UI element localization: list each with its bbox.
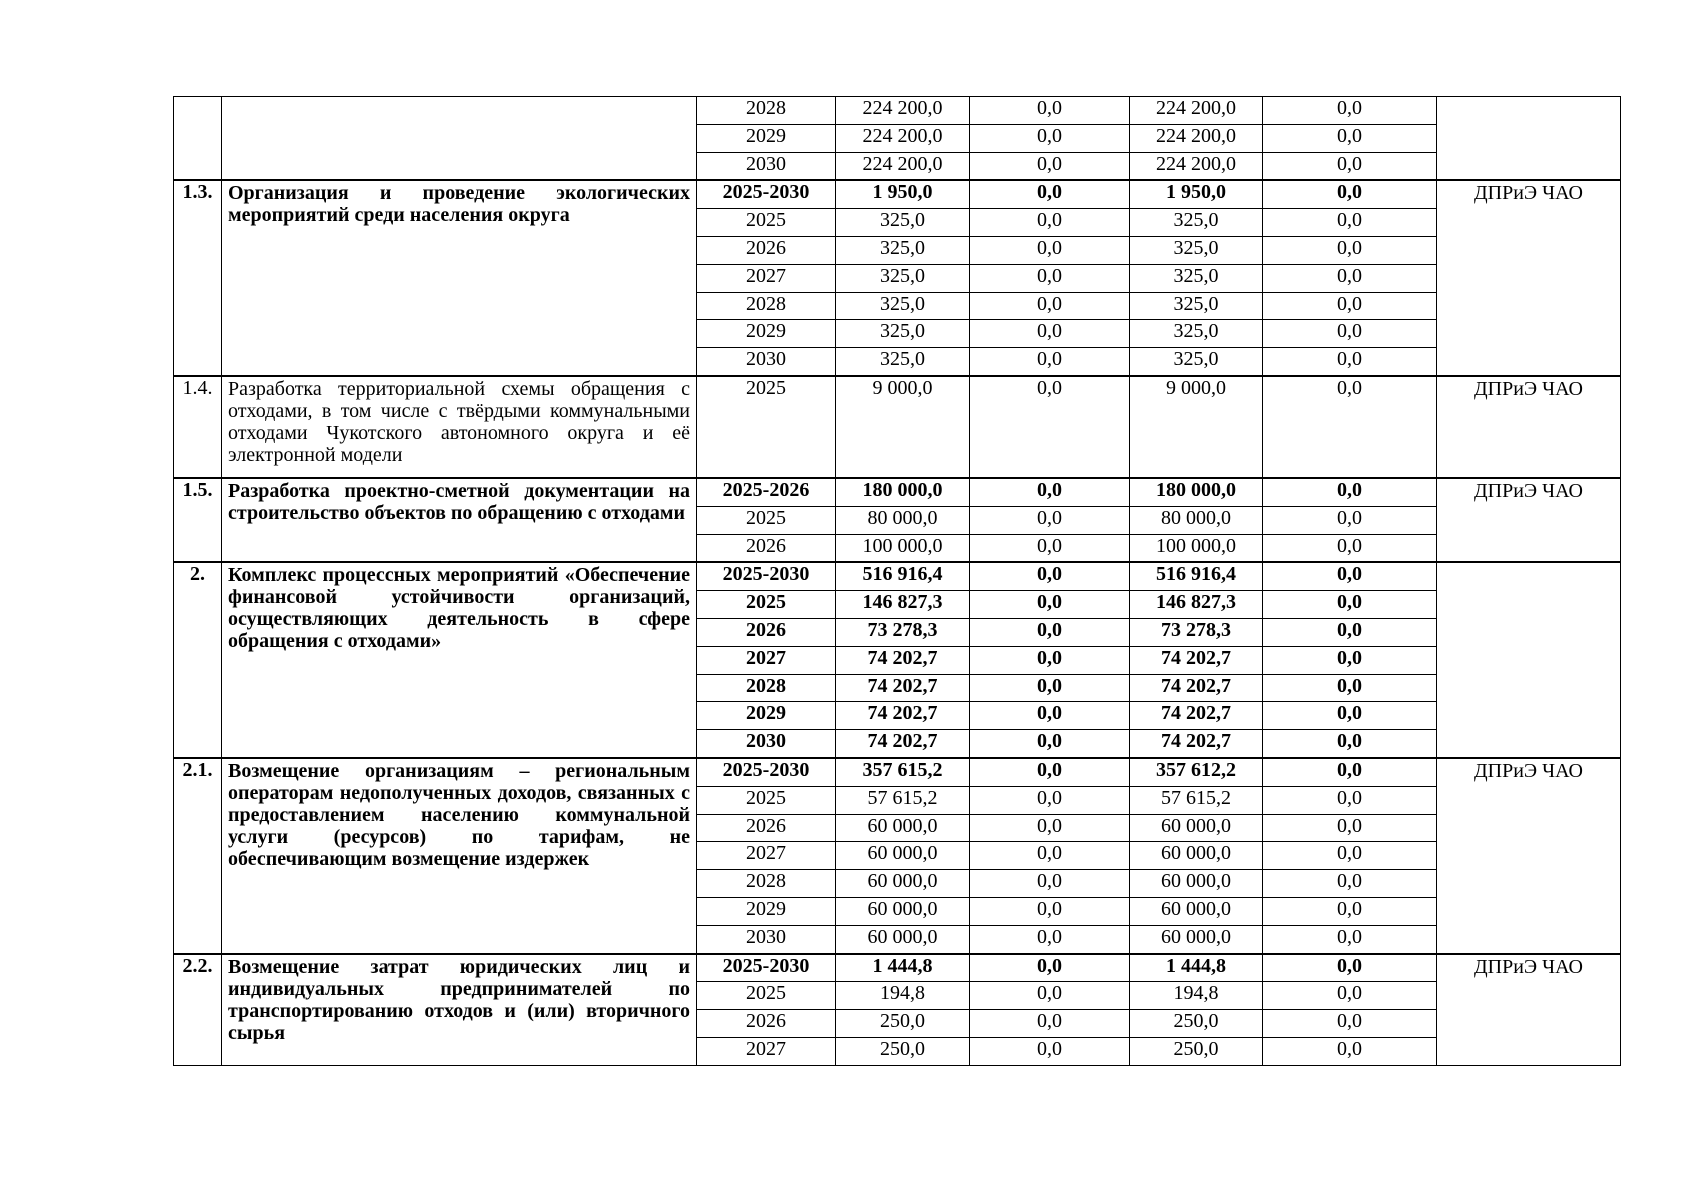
regional-cell: 224 200,0	[1130, 152, 1263, 180]
period-cell: 2026	[697, 534, 836, 562]
other-cell: 0,0	[1263, 236, 1437, 264]
period-cell: 2030	[697, 348, 836, 376]
total-cell: 74 202,7	[836, 702, 970, 730]
federal-cell: 0,0	[970, 982, 1130, 1010]
period-cell: 2029	[697, 897, 836, 925]
other-cell: 0,0	[1263, 562, 1437, 590]
other-cell: 0,0	[1263, 702, 1437, 730]
period-cell: 2030	[697, 925, 836, 953]
other-cell: 0,0	[1263, 954, 1437, 982]
federal-cell: 0,0	[970, 814, 1130, 842]
federal-cell: 0,0	[970, 618, 1130, 646]
responsible-executor: ДПРиЭ ЧАО	[1437, 478, 1621, 562]
federal-cell: 0,0	[970, 758, 1130, 786]
item-name: Возмещение затрат юридических лиц и индивидуальных предпринимателей по транспортированию отходов и (или) вторичного сырья	[222, 954, 697, 1066]
period-cell: 2025-2030	[697, 562, 836, 590]
other-cell: 0,0	[1263, 674, 1437, 702]
other-cell: 0,0	[1263, 124, 1437, 152]
regional-cell: 60 000,0	[1130, 870, 1263, 898]
federal-cell: 0,0	[970, 562, 1130, 590]
period-cell: 2028	[697, 870, 836, 898]
federal-cell: 0,0	[970, 702, 1130, 730]
period-cell: 2025	[697, 591, 836, 619]
item-number: 2.2.	[174, 954, 222, 1066]
table-row	[174, 562, 1621, 590]
total-cell: 146 827,3	[836, 591, 970, 619]
federal-cell: 0,0	[970, 376, 1130, 478]
regional-cell: 9 000,0	[1130, 376, 1263, 478]
federal-cell: 0,0	[970, 786, 1130, 814]
period-cell: 2025-2030	[697, 954, 836, 982]
period-cell: 2025-2030	[697, 758, 836, 786]
item-number: 1.3.	[174, 180, 222, 376]
responsible-executor	[1437, 562, 1621, 758]
regional-cell: 74 202,7	[1130, 674, 1263, 702]
federal-cell: 0,0	[970, 97, 1130, 125]
total-cell: 80 000,0	[836, 506, 970, 534]
other-cell: 0,0	[1263, 897, 1437, 925]
regional-cell: 100 000,0	[1130, 534, 1263, 562]
federal-cell: 0,0	[970, 180, 1130, 208]
period-cell: 2028	[697, 97, 836, 125]
period-cell: 2027	[697, 842, 836, 870]
responsible-executor: ДПРиЭ ЧАО	[1437, 376, 1621, 478]
total-cell: 57 615,2	[836, 786, 970, 814]
total-cell: 73 278,3	[836, 618, 970, 646]
total-cell: 224 200,0	[836, 124, 970, 152]
federal-cell: 0,0	[970, 320, 1130, 348]
federal-cell: 0,0	[970, 591, 1130, 619]
other-cell: 0,0	[1263, 758, 1437, 786]
table-row	[174, 954, 1621, 982]
period-cell: 2030	[697, 152, 836, 180]
total-cell: 60 000,0	[836, 925, 970, 953]
other-cell: 0,0	[1263, 842, 1437, 870]
item-number: 1.5.	[174, 478, 222, 562]
item-name	[222, 97, 697, 181]
other-cell: 0,0	[1263, 870, 1437, 898]
total-cell: 60 000,0	[836, 842, 970, 870]
other-cell: 0,0	[1263, 925, 1437, 953]
total-cell: 9 000,0	[836, 376, 970, 478]
regional-cell: 60 000,0	[1130, 897, 1263, 925]
total-cell: 224 200,0	[836, 97, 970, 125]
other-cell: 0,0	[1263, 591, 1437, 619]
period-cell: 2028	[697, 292, 836, 320]
federal-cell: 0,0	[970, 124, 1130, 152]
total-cell: 74 202,7	[836, 646, 970, 674]
item-number: 2.	[174, 562, 222, 758]
total-cell: 60 000,0	[836, 897, 970, 925]
total-cell: 100 000,0	[836, 534, 970, 562]
regional-cell: 1 950,0	[1130, 180, 1263, 208]
other-cell: 0,0	[1263, 1037, 1437, 1065]
period-cell: 2026	[697, 814, 836, 842]
federal-cell: 0,0	[970, 236, 1130, 264]
period-cell: 2025	[697, 376, 836, 478]
table-row	[174, 758, 1621, 786]
period-cell: 2029	[697, 702, 836, 730]
period-cell: 2027	[697, 646, 836, 674]
regional-cell: 325,0	[1130, 348, 1263, 376]
regional-cell: 224 200,0	[1130, 124, 1263, 152]
period-cell: 2026	[697, 618, 836, 646]
federal-cell: 0,0	[970, 925, 1130, 953]
total-cell: 180 000,0	[836, 478, 970, 506]
regional-cell: 325,0	[1130, 292, 1263, 320]
total-cell: 1 950,0	[836, 180, 970, 208]
item-name: Разработка территориальной схемы обращения с отходами, в том числе с твёрдыми коммунальными отходами Чукотского автономного округа и её электронной модели	[222, 376, 697, 478]
regional-cell: 74 202,7	[1130, 702, 1263, 730]
regional-cell: 250,0	[1130, 1010, 1263, 1038]
regional-cell: 180 000,0	[1130, 478, 1263, 506]
item-number: 1.4.	[174, 376, 222, 478]
period-cell: 2029	[697, 320, 836, 348]
other-cell: 0,0	[1263, 152, 1437, 180]
period-cell: 2026	[697, 1010, 836, 1038]
regional-cell: 60 000,0	[1130, 842, 1263, 870]
regional-cell: 325,0	[1130, 264, 1263, 292]
other-cell: 0,0	[1263, 730, 1437, 758]
federal-cell: 0,0	[970, 264, 1130, 292]
period-cell: 2028	[697, 674, 836, 702]
total-cell: 250,0	[836, 1037, 970, 1065]
item-number	[174, 97, 222, 181]
table-row	[174, 376, 1621, 478]
other-cell: 0,0	[1263, 618, 1437, 646]
responsible-executor	[1437, 97, 1621, 181]
regional-cell: 80 000,0	[1130, 506, 1263, 534]
other-cell: 0,0	[1263, 506, 1437, 534]
federal-cell: 0,0	[970, 209, 1130, 237]
federal-cell: 0,0	[970, 506, 1130, 534]
table-row	[174, 180, 1621, 208]
period-cell: 2025-2026	[697, 478, 836, 506]
period-cell: 2025	[697, 982, 836, 1010]
total-cell: 325,0	[836, 292, 970, 320]
table-row	[174, 97, 1621, 125]
item-name: Организация и проведение экологических мероприятий среди населения округа	[222, 180, 697, 376]
federal-cell: 0,0	[970, 674, 1130, 702]
total-cell: 357 615,2	[836, 758, 970, 786]
total-cell: 60 000,0	[836, 870, 970, 898]
responsible-executor: ДПРиЭ ЧАО	[1437, 180, 1621, 376]
regional-cell: 57 615,2	[1130, 786, 1263, 814]
period-cell: 2025	[697, 786, 836, 814]
federal-cell: 0,0	[970, 1010, 1130, 1038]
other-cell: 0,0	[1263, 180, 1437, 208]
federal-cell: 0,0	[970, 842, 1130, 870]
regional-cell: 74 202,7	[1130, 646, 1263, 674]
total-cell: 74 202,7	[836, 674, 970, 702]
regional-cell: 250,0	[1130, 1037, 1263, 1065]
funding-table	[173, 96, 1621, 1066]
regional-cell: 325,0	[1130, 209, 1263, 237]
period-cell: 2025-2030	[697, 180, 836, 208]
total-cell: 516 916,4	[836, 562, 970, 590]
other-cell: 0,0	[1263, 982, 1437, 1010]
federal-cell: 0,0	[970, 870, 1130, 898]
total-cell: 325,0	[836, 209, 970, 237]
other-cell: 0,0	[1263, 209, 1437, 237]
total-cell: 325,0	[836, 264, 970, 292]
regional-cell: 325,0	[1130, 320, 1263, 348]
total-cell: 325,0	[836, 236, 970, 264]
regional-cell: 325,0	[1130, 236, 1263, 264]
federal-cell: 0,0	[970, 897, 1130, 925]
regional-cell: 357 612,2	[1130, 758, 1263, 786]
federal-cell: 0,0	[970, 478, 1130, 506]
total-cell: 1 444,8	[836, 954, 970, 982]
responsible-executor: ДПРиЭ ЧАО	[1437, 758, 1621, 954]
regional-cell: 60 000,0	[1130, 814, 1263, 842]
item-name: Разработка проектно-сметной документации на строительство объектов по обращению с отходами	[222, 478, 697, 562]
federal-cell: 0,0	[970, 534, 1130, 562]
other-cell: 0,0	[1263, 348, 1437, 376]
regional-cell: 224 200,0	[1130, 97, 1263, 125]
item-name: Возмещение организациям – региональным операторам недополученных доходов, связанных с предоставлением населению коммунальной услуги (ресурсов) по тарифам, не обеспечивающим возмещение издержек	[222, 758, 697, 954]
other-cell: 0,0	[1263, 786, 1437, 814]
other-cell: 0,0	[1263, 646, 1437, 674]
total-cell: 325,0	[836, 348, 970, 376]
regional-cell: 60 000,0	[1130, 925, 1263, 953]
other-cell: 0,0	[1263, 97, 1437, 125]
federal-cell: 0,0	[970, 954, 1130, 982]
table-row	[174, 478, 1621, 506]
regional-cell: 146 827,3	[1130, 591, 1263, 619]
total-cell: 60 000,0	[836, 814, 970, 842]
federal-cell: 0,0	[970, 1037, 1130, 1065]
period-cell: 2027	[697, 1037, 836, 1065]
total-cell: 224 200,0	[836, 152, 970, 180]
total-cell: 250,0	[836, 1010, 970, 1038]
period-cell: 2030	[697, 730, 836, 758]
other-cell: 0,0	[1263, 292, 1437, 320]
regional-cell: 73 278,3	[1130, 618, 1263, 646]
period-cell: 2027	[697, 264, 836, 292]
period-cell: 2025	[697, 209, 836, 237]
federal-cell: 0,0	[970, 292, 1130, 320]
period-cell: 2029	[697, 124, 836, 152]
other-cell: 0,0	[1263, 376, 1437, 478]
period-cell: 2025	[697, 506, 836, 534]
other-cell: 0,0	[1263, 534, 1437, 562]
item-name: Комплекс процессных мероприятий «Обеспечение финансовой устойчивости организаций, осуществляющих деятельность в сфере обращения с отходами»	[222, 562, 697, 758]
regional-cell: 516 916,4	[1130, 562, 1263, 590]
regional-cell: 74 202,7	[1130, 730, 1263, 758]
federal-cell: 0,0	[970, 152, 1130, 180]
federal-cell: 0,0	[970, 730, 1130, 758]
total-cell: 325,0	[836, 320, 970, 348]
federal-cell: 0,0	[970, 348, 1130, 376]
federal-cell: 0,0	[970, 646, 1130, 674]
total-cell: 194,8	[836, 982, 970, 1010]
other-cell: 0,0	[1263, 1010, 1437, 1038]
other-cell: 0,0	[1263, 264, 1437, 292]
total-cell: 74 202,7	[836, 730, 970, 758]
other-cell: 0,0	[1263, 478, 1437, 506]
regional-cell: 1 444,8	[1130, 954, 1263, 982]
other-cell: 0,0	[1263, 320, 1437, 348]
responsible-executor: ДПРиЭ ЧАО	[1437, 954, 1621, 1066]
other-cell: 0,0	[1263, 814, 1437, 842]
item-number: 2.1.	[174, 758, 222, 954]
period-cell: 2026	[697, 236, 836, 264]
regional-cell: 194,8	[1130, 982, 1263, 1010]
